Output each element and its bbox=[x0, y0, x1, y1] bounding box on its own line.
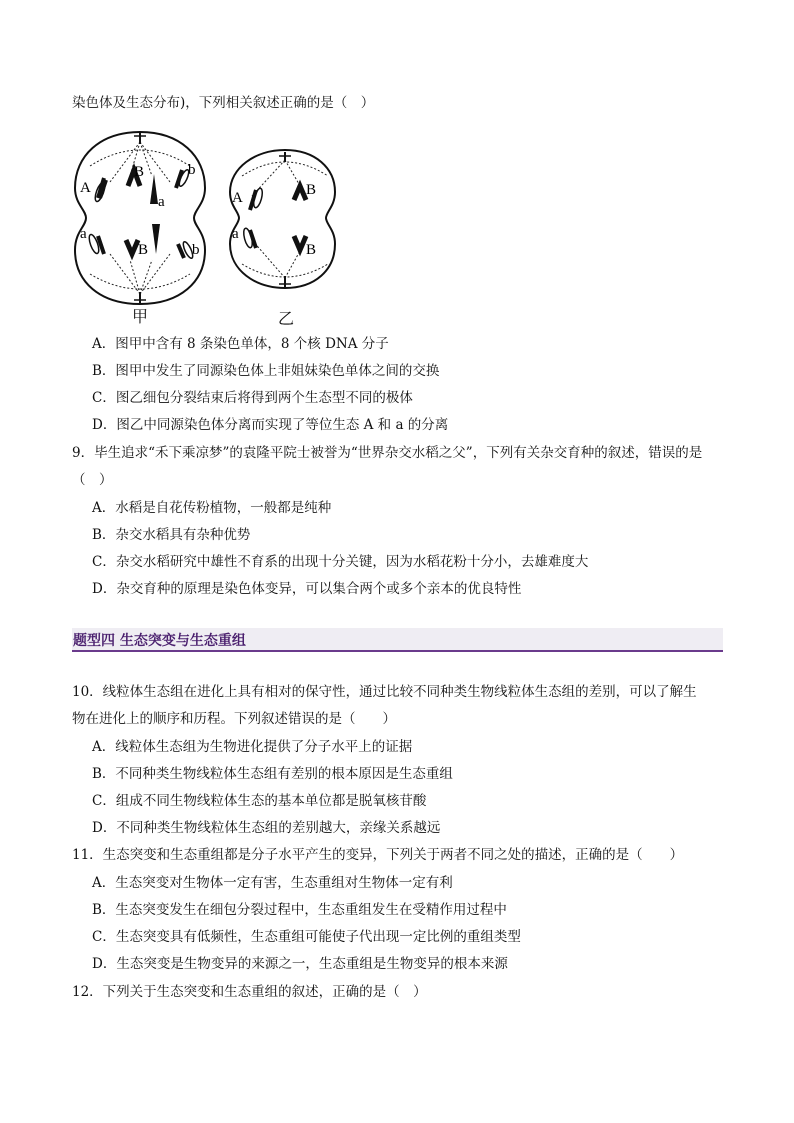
q9-stem-line2: （ ） bbox=[72, 472, 113, 488]
q10-option-a: A．线粒体生态组为生物进化提供了分子水平上的证据 bbox=[92, 739, 413, 755]
q10-stem-line2: 物在进化上的顺序和历程。下列叙述错误的是（ ） bbox=[72, 711, 396, 727]
q9-option-d: D．杂交育种的原理是染色体变异，可以集合两个或多个亲本的优良特性 bbox=[92, 581, 522, 597]
label-a-jia-top: a bbox=[158, 194, 165, 210]
q8-option-c: C．图乙细包分裂结束后将得到两个生态型不同的极体 bbox=[92, 390, 413, 406]
caption-jia: 甲 bbox=[132, 307, 149, 326]
q11-option-a: A．生态突变对生物体一定有害，生态重组对生物体一定有利 bbox=[92, 875, 453, 891]
q11-option-c: C．生态突变具有低频性，生态重组可能使子代出现一定比例的重组类型 bbox=[92, 929, 521, 945]
label-A-yi: A bbox=[232, 190, 243, 206]
q8-option-b: B．图甲中发生了同源染色体上非姐妹染色单体之间的交换 bbox=[92, 363, 440, 379]
cell-diagram-svg bbox=[70, 126, 340, 326]
label-B-jia-bottom: B bbox=[138, 242, 149, 258]
q11-option-b: B．生态突变发生在细包分裂过程中，生态重组发生在受精作用过程中 bbox=[92, 902, 507, 918]
caption-yi: 乙 bbox=[278, 309, 295, 328]
label-B-yi-bottom: B bbox=[306, 242, 317, 258]
q11-stem: 11．生态突变和生态重组都是分子水平产生的变异，下列关于两者不同之处的描述，正确的是（ ） bbox=[72, 847, 684, 863]
q8-option-a: A．图甲中含有 8 条染色单体，8 个核 DNA 分子 bbox=[92, 336, 389, 352]
section-title: 题型四 生态突变与生态重组 bbox=[73, 633, 246, 649]
label-B-jia-top: B bbox=[134, 164, 145, 180]
q10-option-b: B．不同种类生物线粒体生态组有差别的根本原因是生态重组 bbox=[92, 766, 453, 782]
q10-stem-line1: 10．线粒体生态组在进化上具有相对的保守性，通过比较不同种类生物线粒体生态组的差别，可以了解生 bbox=[72, 684, 697, 700]
section-heading bbox=[72, 628, 723, 652]
q8-stem: 染色体及生态分布)，下列相关叙述正确的是（ ） bbox=[72, 95, 375, 111]
q9-option-a: A．水稻是自花传粉植物，一般都是纯种 bbox=[92, 500, 332, 516]
label-a-jia-bottom: a bbox=[80, 226, 87, 242]
cell-division-figure bbox=[70, 126, 340, 326]
q9-option-b: B．杂交水稻具有杂种优势 bbox=[92, 527, 251, 543]
q10-option-d: D．不同种类生物线粒体生态组的差别越大，亲缘关系越远 bbox=[92, 820, 441, 836]
label-b-jia-bottom: b bbox=[192, 242, 200, 258]
label-B-yi-top: B bbox=[306, 182, 317, 198]
q11-option-d: D．生态突变是生物变异的来源之一，生态重组是生物变异的根本来源 bbox=[92, 956, 508, 972]
cell-jia-membrane bbox=[75, 132, 205, 304]
q8-option-d: D．图乙中同源染色体分离而实现了等位生态 A 和 a 的分离 bbox=[92, 417, 449, 433]
label-A-jia: A bbox=[80, 180, 91, 196]
q10-option-c: C．组成不同生物线粒体生态的基本单位都是脱氧核苷酸 bbox=[92, 793, 427, 809]
label-b-jia-top: b bbox=[188, 162, 196, 178]
label-a-yi: a bbox=[232, 226, 239, 242]
q12-stem: 12．下列关于生态突变和生态重组的叙述，正确的是（ ） bbox=[72, 984, 427, 1000]
q9-stem-line1: 9．毕生追求“禾下乘凉梦”的袁隆平院士被誉为“世界杂交水稻之父”，下列有关杂交育种的叙述，错误的是 bbox=[72, 445, 703, 461]
q9-option-c: C．杂交水稻研究中雄性不育系的出现十分关键，因为水稻花粉十分小，去雄难度大 bbox=[92, 554, 589, 570]
